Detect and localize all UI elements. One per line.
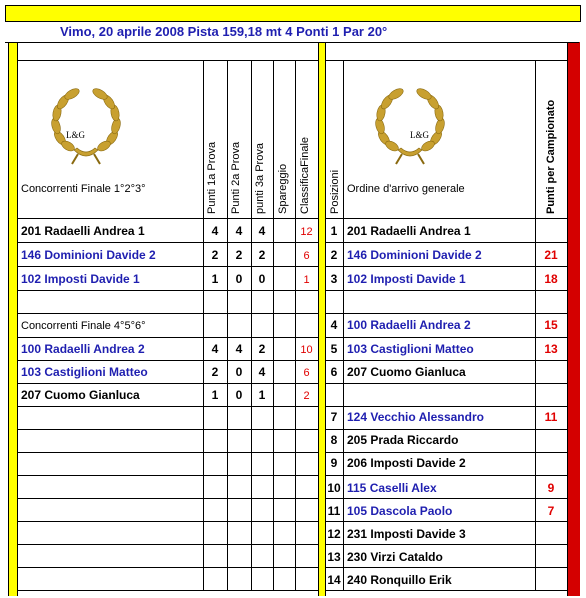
grid-line <box>273 60 274 590</box>
position-number: 7 <box>330 410 338 424</box>
arrival-name: 100 Radaelli Andrea 2 <box>347 318 471 332</box>
points-round-2: 4 <box>235 342 243 356</box>
event-title: Vimo, 20 aprile 2008 Pista 159,18 mt 4 Ponti 1 Par 20° <box>60 24 388 39</box>
arrival-name: 207 Cuomo Gianluca <box>347 365 466 379</box>
grid-line <box>325 452 567 453</box>
position-number: 8 <box>330 433 338 447</box>
grid-line <box>325 544 567 545</box>
points-round-1: 1 <box>211 388 219 402</box>
section1-label: Concorrenti Finale 1°2°3° <box>21 183 146 195</box>
final-classification: 6 <box>303 367 310 379</box>
grid-line <box>325 60 567 61</box>
championship-points: 7 <box>547 504 555 518</box>
arrival-name: 206 Imposti Davide 2 <box>347 456 466 470</box>
position-number: 12 <box>327 527 341 541</box>
order-label: Ordine d'arrivo generale <box>347 183 465 195</box>
competitor-name: 207 Cuomo Gianluca <box>21 388 140 402</box>
arrival-name: 103 Castiglioni Matteo <box>347 342 474 356</box>
grid-line <box>325 590 567 591</box>
points-round-3: 0 <box>258 272 266 286</box>
points-round-3: 1 <box>258 388 266 402</box>
points-round-3: 2 <box>258 342 266 356</box>
points-round-2: 2 <box>235 248 243 262</box>
laurel-wreath-icon <box>372 88 448 166</box>
competitor-name: 100 Radaelli Andrea 2 <box>21 342 145 356</box>
arrival-name: 205 Prada Riccardo <box>347 433 459 447</box>
section2-label: Concorrenti Finale 4°5°6° <box>21 320 146 332</box>
grid-line <box>325 290 567 291</box>
competitor-name: 103 Castiglioni Matteo <box>21 365 148 379</box>
logo-text: L&G <box>410 130 429 140</box>
grid-line <box>295 60 296 590</box>
final-classification: 6 <box>303 250 310 262</box>
grid-line <box>325 498 567 499</box>
grid-line <box>325 313 567 314</box>
col-header-points: Punti per Campionato <box>545 99 557 214</box>
grid-line <box>325 242 567 243</box>
logo-text: L&G <box>66 130 85 140</box>
grid-line <box>325 360 567 361</box>
position-number: 13 <box>327 550 341 564</box>
grid-line <box>227 60 228 590</box>
competitor-name: 146 Dominioni Davide 2 <box>21 248 156 262</box>
competitor-name: 102 Imposti Davide 1 <box>21 272 140 286</box>
points-round-2: 0 <box>235 388 243 402</box>
grid-line <box>325 218 567 219</box>
grid-line <box>343 60 344 590</box>
arrival-name: 124 Vecchio Alessandro <box>347 410 484 424</box>
championship-points: 18 <box>544 272 558 286</box>
points-round-3: 4 <box>258 365 266 379</box>
grid-line <box>325 521 567 522</box>
grid-line <box>325 429 567 430</box>
championship-points: 21 <box>544 248 558 262</box>
position-number: 14 <box>327 573 341 587</box>
col-header-p3: punti 3a Prova <box>254 143 266 214</box>
points-round-1: 4 <box>211 224 219 238</box>
final-classification: 1 <box>303 274 310 286</box>
grid-line <box>325 475 567 476</box>
col-header-p2: Punti 2a Prova <box>230 141 242 214</box>
points-round-3: 2 <box>258 248 266 262</box>
arrival-name: 146 Dominioni Davide 2 <box>347 248 482 262</box>
points-round-1: 2 <box>211 248 219 262</box>
arrival-name: 240 Ronquillo Erik <box>347 573 452 587</box>
position-number: 3 <box>330 272 338 286</box>
points-round-2: 4 <box>235 224 243 238</box>
points-round-1: 2 <box>211 365 219 379</box>
championship-points: 11 <box>544 410 558 424</box>
competitor-name: 201 Radaelli Andrea 1 <box>21 224 145 238</box>
final-classification: 2 <box>303 390 310 402</box>
position-number: 6 <box>330 365 338 379</box>
grid-line <box>18 590 318 591</box>
points-round-2: 0 <box>235 272 243 286</box>
position-number: 9 <box>330 456 338 470</box>
arrival-name: 201 Radaelli Andrea 1 <box>347 224 471 238</box>
grid-line <box>251 60 252 590</box>
championship-points: 15 <box>544 318 558 332</box>
grid-line <box>203 60 204 590</box>
col-header-p1: Punti 1a Prova <box>206 141 218 214</box>
laurel-wreath-icon <box>48 88 124 166</box>
arrival-name: 102 Imposti Davide 1 <box>347 272 466 286</box>
final-classification: 12 <box>300 226 313 238</box>
arrival-name: 105 Dascola Paolo <box>347 504 453 518</box>
grid-line <box>325 337 567 338</box>
points-round-1: 1 <box>211 272 219 286</box>
points-round-3: 4 <box>258 224 266 238</box>
col-header-posizioni: Posizioni <box>329 169 341 214</box>
points-round-2: 0 <box>235 365 243 379</box>
position-number: 1 <box>330 224 338 238</box>
grid-line <box>325 266 567 267</box>
position-number: 5 <box>330 342 338 356</box>
final-classification: 10 <box>300 344 313 356</box>
championship-points: 13 <box>544 342 558 356</box>
grid-line <box>325 383 567 384</box>
points-round-1: 4 <box>211 342 219 356</box>
col-header-spareggio: Spareggio <box>277 163 289 214</box>
arrival-name: 230 Virzi Cataldo <box>347 550 443 564</box>
arrival-name: 231 Imposti Davide 3 <box>347 527 466 541</box>
arrival-name: 115 Caselli Alex <box>347 481 437 495</box>
championship-points: 9 <box>547 481 555 495</box>
position-number: 11 <box>327 504 341 518</box>
position-number: 10 <box>327 481 341 495</box>
col-header-classifica: ClassificaFinale <box>299 136 311 214</box>
position-number: 4 <box>330 318 338 332</box>
position-number: 2 <box>330 248 338 262</box>
grid-line <box>5 42 579 43</box>
grid-line <box>325 406 567 407</box>
grid-line <box>325 567 567 568</box>
